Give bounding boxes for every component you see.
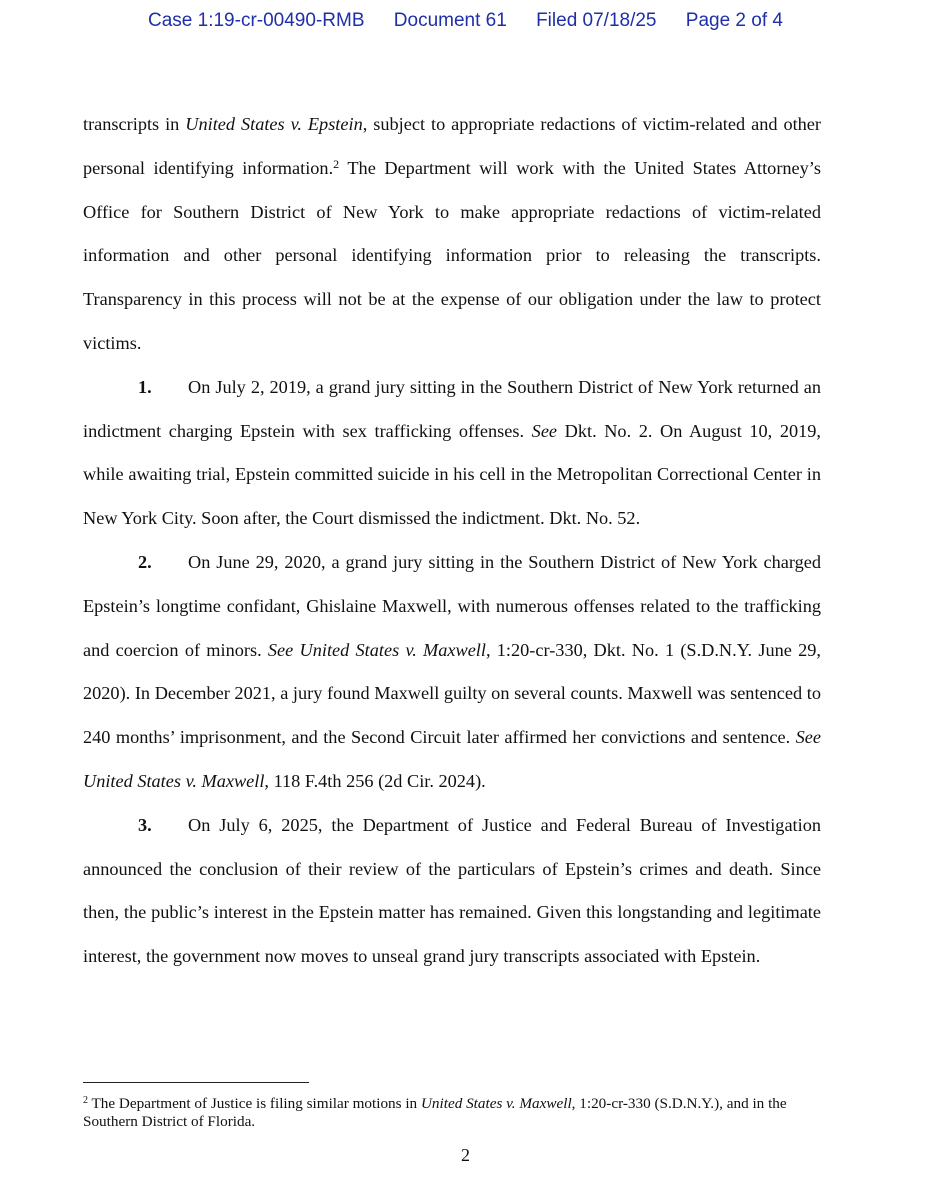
footnote-reference: 2 — [333, 156, 340, 171]
page-indicator: Page 2 of 4 — [685, 10, 783, 31]
paragraph-2-citation-1: See United States v. Maxwell — [267, 639, 486, 660]
footnote-divider — [83, 1082, 309, 1083]
page-number: 2 — [461, 1145, 470, 1165]
paragraph-2-text-2: , 1:20-cr-330, Dkt. No. 1 (S.D.N.Y. June 29, 2020). In December 2021, a jury found Maxwell guilty on several counts. Maxwell was sentenced to 240 months’ imprisonment, and the Second Circuit later affirmed her convictions and sentence. — [83, 639, 821, 748]
paragraph-2 — [83, 541, 821, 804]
paragraph-1-number: 1. — [138, 376, 152, 397]
paragraph-1-text-1: On July 2, 2019, a grand jury sitting in the Southern District of New York returned an indictment charging Epstein with sex trafficking offenses. — [83, 376, 821, 441]
paragraph-1 — [83, 366, 821, 541]
paragraph-3 — [83, 804, 821, 979]
footnote-number: 2 — [83, 1095, 88, 1106]
case-number: Case 1:19-cr-00490-RMB — [148, 10, 365, 31]
footnote — [83, 1095, 821, 1131]
intro-text-1: transcripts in — [83, 114, 186, 134]
paragraph-2-text-1: On June 29, 2020, a grand jury sitting in the Southern District of New York charged Epstein’s longtime confidant, Ghislaine Maxwell, with numerous offenses related to the trafficking and coercion of minors. — [83, 551, 821, 660]
document-body — [83, 103, 821, 979]
footnote-case-name: United States v. Maxwell — [420, 1095, 572, 1112]
paragraph-2-citation-2: See United States v. Maxwell — [83, 727, 821, 791]
intro-paragraph — [83, 103, 821, 366]
intro-text-3: The Department will work with the United States Attorney’s Office for Southern District of New York to make appropriate redactions of victim-related information and other personal identifying information prior to releasing the transcripts. Transparency in this process will not be at the expense of our obligation under the law to protect victims. — [83, 157, 821, 353]
intro-text-2: , subject to appropriate redactions of victim-related and other personal identifying information. — [83, 114, 822, 178]
paragraph-2-text-3: , 118 F.4th 256 (2d Cir. 2024). — [264, 770, 486, 791]
intro-case-name: United States v. Epstein — [185, 114, 363, 134]
ecf-header — [0, 10, 931, 32]
document-number: Document 61 — [393, 10, 507, 31]
paragraph-3-text: On July 6, 2025, the Department of Justice and Federal Bureau of Investigation announced the conclusion of their review of the particulars of Epstein’s crimes and death. Since then, the public’s interest in the Epstein matter has remained. Given this longstanding and legitimate interest, the government now moves to unseal grand jury transcripts associated with Epstein. — [83, 814, 821, 967]
paragraph-1-see: See — [531, 420, 558, 441]
footnote-text-1: The Department of Justice is filing similar motions in — [88, 1095, 421, 1112]
footnote-text-2: , 1:20-cr-330 (S.D.N.Y.), and in the Southern District of Florida. — [83, 1095, 787, 1130]
paragraph-2-number: 2. — [138, 551, 152, 572]
paragraph-1-text-2: Dkt. No. 2. On August 10, 2019, while awaiting trial, Epstein committed suicide in his cell in the Metropolitan Correctional Center in New York City. Soon after, the Court dismissed the indictment. Dkt. No. 52. — [83, 420, 821, 529]
filed-date: Filed 07/18/25 — [536, 10, 657, 31]
paragraph-3-number: 3. — [138, 814, 152, 835]
